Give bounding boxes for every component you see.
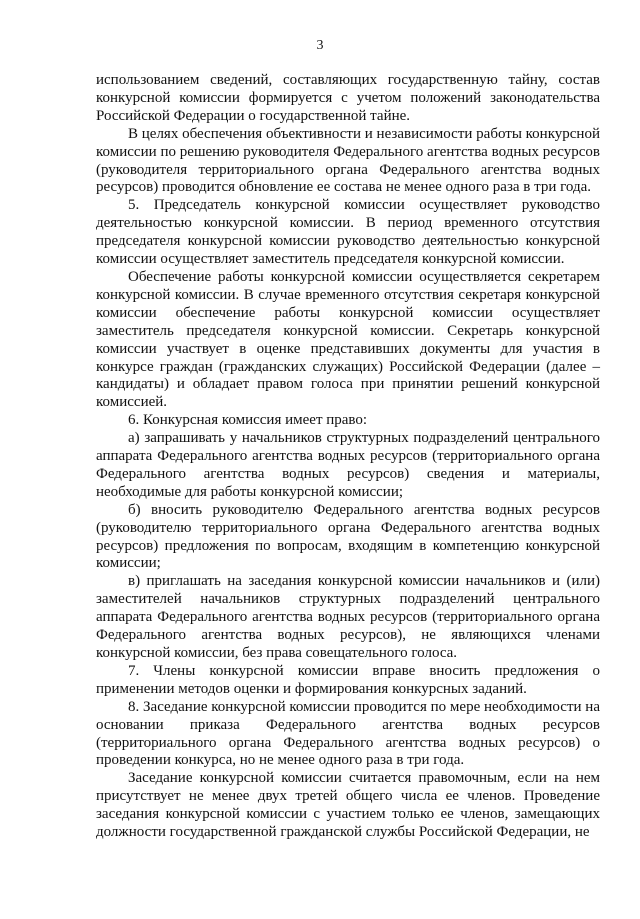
paragraph-item-5-chairman: 5. Председатель конкурсной комиссии осуществляет руководство деятельностью конкурсной комиссии. В период временного отсутствия председателя конкурсной комиссии руководство деятельностью конкурсной комиссии осуществляет заместитель председателя конкурсной комиссии. [96, 197, 600, 268]
paragraph-quorum: Заседание конкурсной комиссии считается правомочным, если на нем присутствует не менее двух третей общего числа ее членов. Проведение заседания конкурсной комиссии с участием только ее членов, замещающих должности государственной гражданской службы Российской Федерации, не [96, 770, 600, 841]
paragraph-item-8-meeting: 8. Заседание конкурсной комиссии проводится по мере необходимости на основании приказа Федерального агентства водных ресурсов (территориального органа Федерального агентства водных ресурсов) о проведении конкурса, но не менее одного раза в три года. [96, 698, 600, 769]
paragraph-secretary: Обеспечение работы конкурсной комиссии осуществляется секретарем конкурсной комиссии. В случае временного отсутствия секретаря конкурсной комиссии обеспечение работы конкурсной комиссии осуществляет заместитель председателя конкурсной комиссии. Секретарь конкурсной комиссии участвует в оценке представивших документы для участия в конкурсе граждан (гражданских служащих) Российской Федерации (далее – кандидаты) и обладает правом голоса при принятии решений конкурсной комиссией. [96, 268, 600, 411]
page-number: 3 [316, 38, 324, 53]
paragraph-commission-renewal: В целях обеспечения объективности и независимости работы конкурсной комиссии по решению руководителя Федерального агентства водных ресурсов (руководителя территориального органа Федерального агентства водных ресурсов) проводится обновление ее состава не менее одного раза в три года. [96, 125, 600, 196]
document-body [96, 72, 600, 842]
paragraph-item-6b: б) вносить руководителю Федерального агентства водных ресурсов (руководителю территориального органа Федерального агентства водных ресурсов) предложения по вопросам, входящим в компетенцию конкурсной комиссии; [96, 501, 600, 572]
paragraph-item-7-members: 7. Члены конкурсной комиссии вправе вносить предложения о применении методов оценки и формирования конкурсных заданий. [96, 662, 600, 697]
paragraph-item-6c: в) приглашать на заседания конкурсной комиссии начальников и (или) заместителей начальников структурных подразделений центрального аппарата Федерального агентства водных ресурсов (территориального органа Федерального агентства водных ресурсов), не являющихся членами конкурсной комиссии, без права совещательного голоса. [96, 573, 600, 661]
paragraph-item-6a: а) запрашивать у начальников структурных подразделений центрального аппарата Федерального агентства водных ресурсов (территориального органа Федерального агентства водных ресурсов) сведения и материалы, необходимые для работы конкурсной комиссии; [96, 430, 600, 500]
paragraph-state-secret-continuation: использованием сведений, составляющих государственную тайну, состав конкурсной комиссии формируется с учетом положений законодательства Российской Федерации о государственной тайне. [96, 72, 600, 124]
paragraph-item-6-rights: 6. Конкурсная комиссия имеет право: [128, 412, 368, 429]
